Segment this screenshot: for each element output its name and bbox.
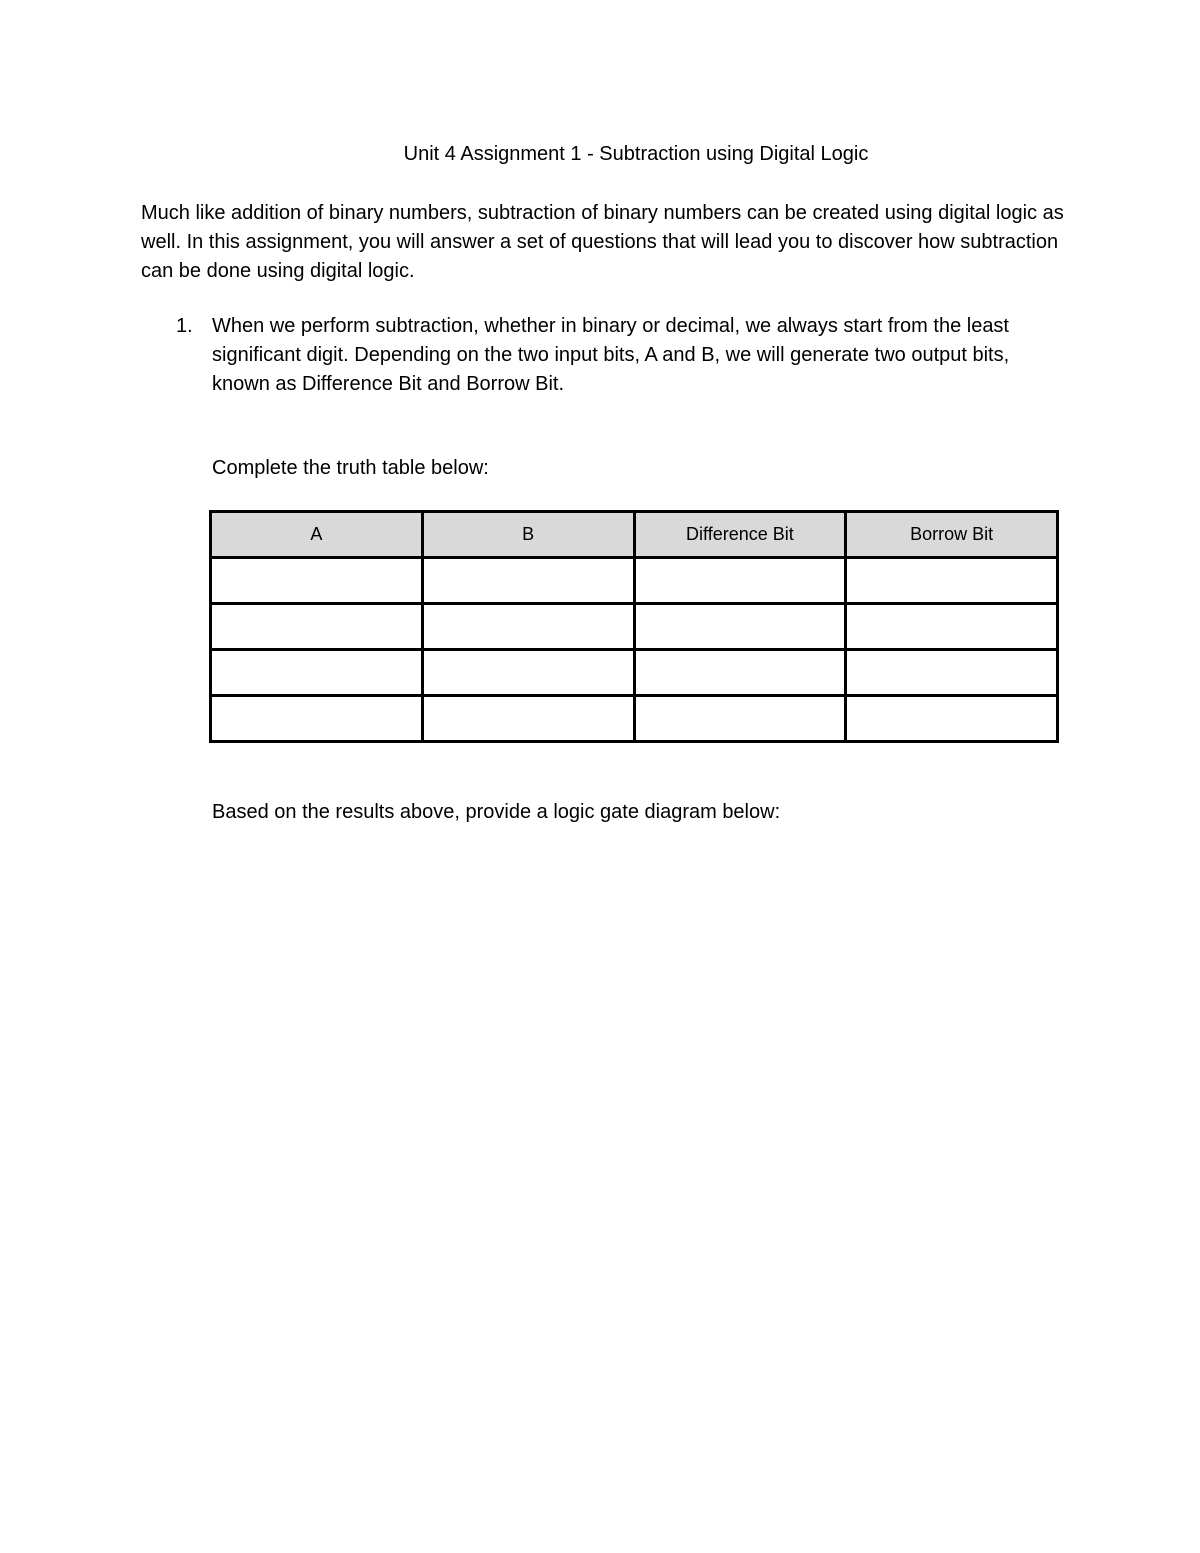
table-row: [211, 650, 1058, 696]
table-cell[interactable]: [634, 650, 846, 696]
table-cell[interactable]: [211, 558, 423, 604]
header-difference-bit: Difference Bit: [634, 512, 846, 558]
truth-table: [209, 510, 1059, 743]
table-cell[interactable]: [422, 650, 634, 696]
header-a: A: [211, 512, 423, 558]
intro-paragraph: Much like addition of binary numbers, subtraction of binary numbers can be created using digital logic as well. In this assignment, you will answer a set of questions that will lead you to discover how subtraction can be done using digital logic.: [141, 202, 1064, 282]
truth-table-header-row: [211, 512, 1058, 558]
table-cell[interactable]: [634, 604, 846, 650]
table-cell[interactable]: [634, 558, 846, 604]
diagram-instruction: Based on the results above, provide a logic gate diagram below:: [212, 801, 781, 823]
table-row: [211, 558, 1058, 604]
table-row: [211, 604, 1058, 650]
table-row: [211, 696, 1058, 742]
table-cell[interactable]: [846, 650, 1058, 696]
table-cell[interactable]: [211, 604, 423, 650]
table-cell[interactable]: [422, 558, 634, 604]
table-cell[interactable]: [846, 604, 1058, 650]
table-cell[interactable]: [634, 696, 846, 742]
table-cell[interactable]: [211, 696, 423, 742]
table-cell[interactable]: [846, 558, 1058, 604]
question-text: When we perform subtraction, whether in binary or decimal, we always start from the least significant digit. Depending on the two input bits, A and B, we will generate two output bits, known as Difference Bit and Borrow Bit.: [212, 315, 1010, 395]
table-instruction: Complete the truth table below:: [212, 457, 489, 479]
document-title: Unit 4 Assignment 1 - Subtraction using Digital Logic: [403, 143, 869, 165]
table-cell[interactable]: [211, 650, 423, 696]
table-cell[interactable]: [422, 604, 634, 650]
header-b: B: [422, 512, 634, 558]
table-cell[interactable]: [846, 696, 1058, 742]
question-number: 1.: [176, 315, 193, 337]
header-borrow-bit: Borrow Bit: [846, 512, 1058, 558]
table-cell[interactable]: [422, 696, 634, 742]
